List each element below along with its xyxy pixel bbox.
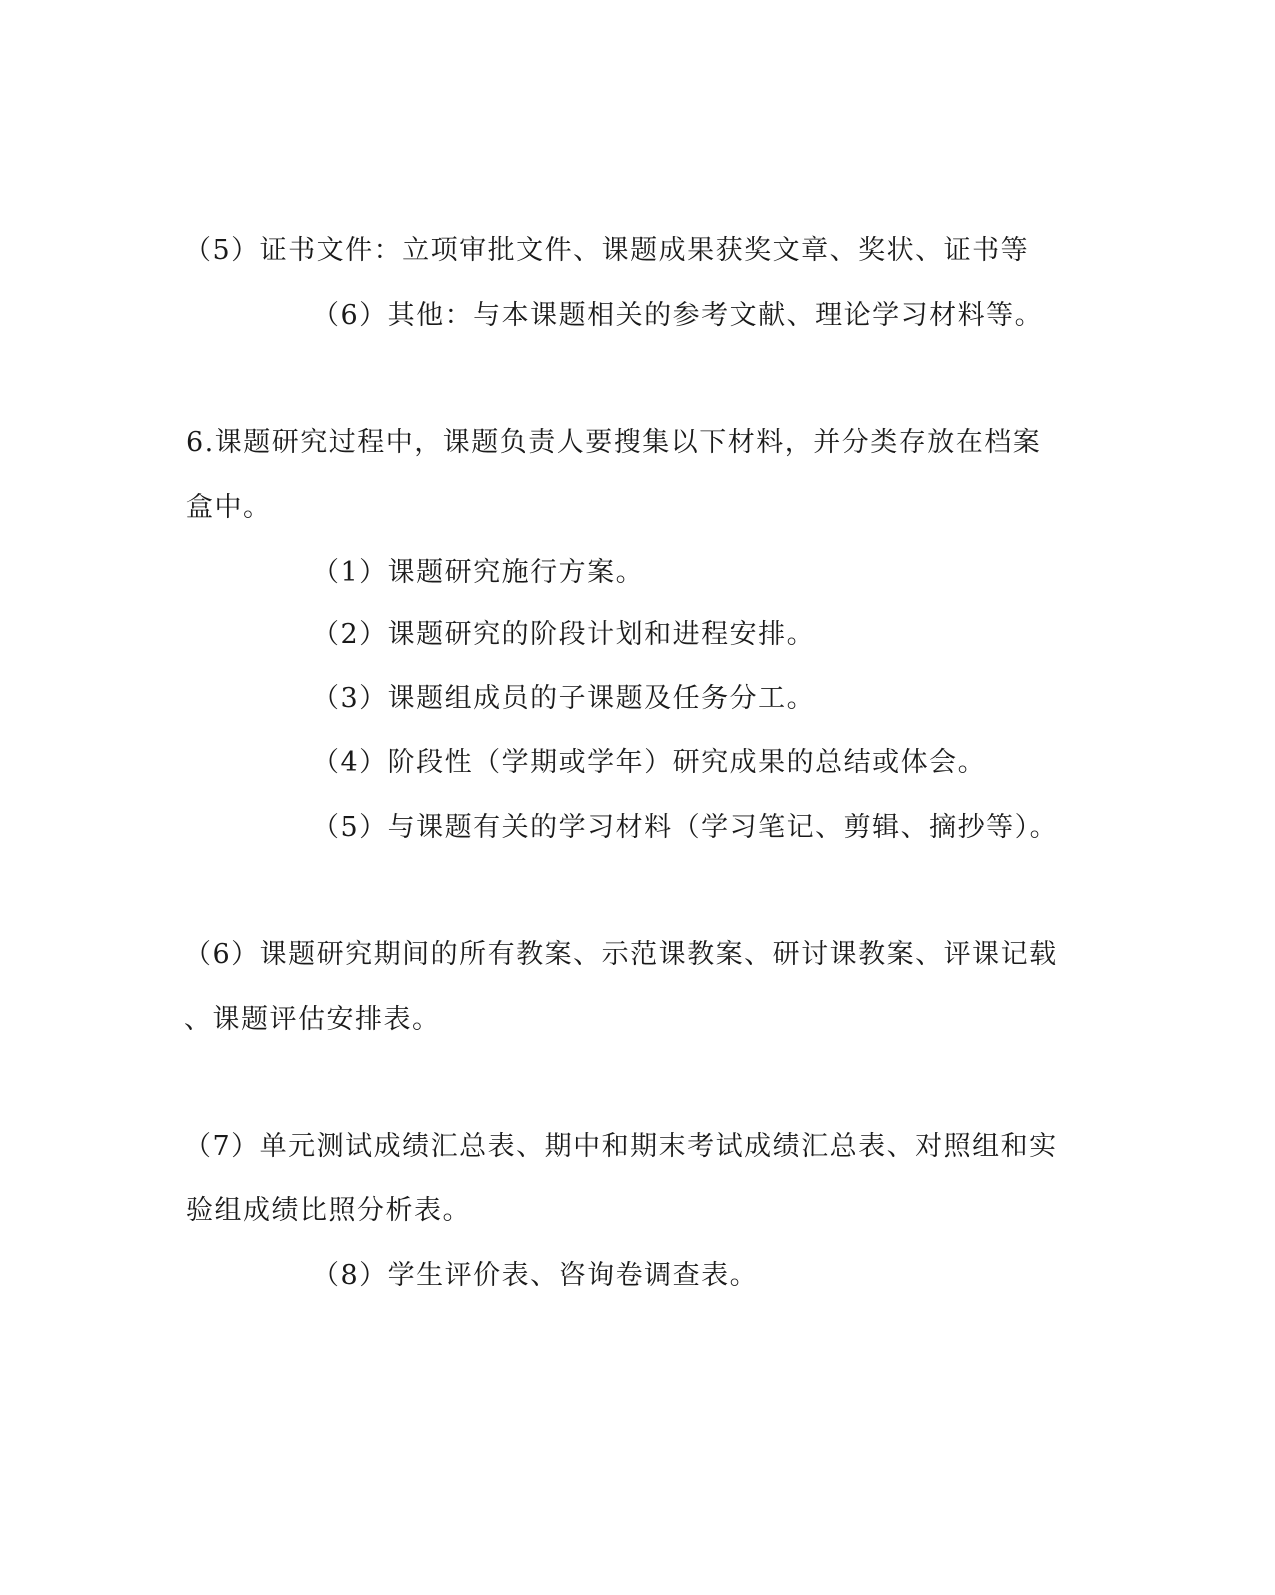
list-item-7-line1: （7）单元测试成绩汇总表、期中和期末考试成绩汇总表、对照组和实: [184, 1131, 1058, 1162]
list-item-8: （8）学生评价表、咨询卷调查表。: [312, 1260, 759, 1291]
list-item-6-line2: 、课题评估安排表。: [184, 1004, 441, 1035]
list-item-7-line2: 验组成绩比照分析表。: [186, 1195, 471, 1226]
section-6-heading-line1: 6.课题研究过程中，课题负责人要搜集以下材料，并分类存放在档案: [186, 427, 1042, 458]
list-item-2: （2）课题研究的阶段计划和进程安排。: [312, 619, 816, 650]
item-5-certificates: （5）证书文件：立项审批文件、课题成果获奖文章、奖状、证书等: [184, 235, 1030, 266]
item-6-other: （6）其他：与本课题相关的参考文献、理论学习材料等。: [312, 300, 1044, 331]
section-6-heading-line2: 盒中。: [186, 492, 272, 523]
list-item-4: （4）阶段性（学期或学年）研究成果的总结或体会。: [312, 747, 987, 778]
list-item-1: （1）课题研究施行方案。: [312, 557, 645, 588]
list-item-3: （3）课题组成员的子课题及任务分工。: [312, 683, 816, 714]
list-item-5: （5）与课题有关的学习材料（学习笔记、剪辑、摘抄等）。: [312, 812, 1059, 843]
list-item-6-line1: （6）课题研究期间的所有教案、示范课教案、研讨课教案、评课记载: [184, 939, 1058, 970]
